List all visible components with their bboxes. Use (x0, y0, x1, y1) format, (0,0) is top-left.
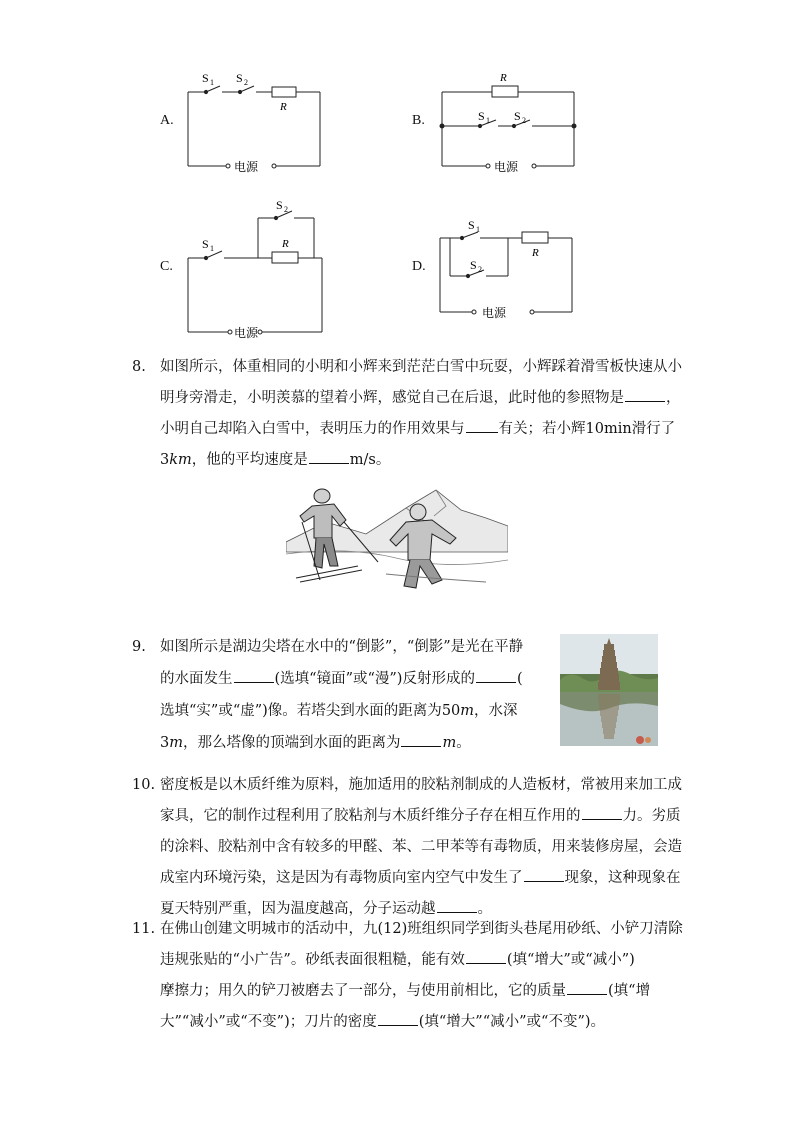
q9-text: 。 (456, 735, 471, 751)
q9-text: 的水面发生 (160, 671, 233, 687)
q11-text: 摩擦力；用久的铲刀被磨去了一部分，与使用前相比，它的质量 (160, 983, 566, 999)
q8-text: 滑行了 (631, 421, 676, 437)
answer-blank[interactable] (466, 418, 498, 433)
q10-text: 的涂料、胶粘剂中含有较多的甲醛、苯、二甲苯等有毒物质，用来装修房屋，会造 (160, 839, 682, 855)
answer-blank[interactable] (582, 805, 622, 820)
q8-line-4 (160, 445, 390, 476)
q8-text: ，他的平均速度是 (191, 452, 308, 468)
q11-line-3 (160, 976, 650, 1007)
s1-label: S (202, 71, 209, 85)
q9-text: m (442, 735, 457, 751)
question-number: 9. (132, 639, 146, 655)
answer-blank[interactable] (625, 387, 665, 402)
q9-text: (选填“镜面”或“漫”)反射形成的 (274, 671, 475, 687)
pagoda-reflection-photo (560, 634, 658, 746)
q8-text: m/s。 (349, 452, 391, 468)
answer-blank[interactable] (524, 867, 564, 882)
q8-text: 如图所示，体重相同的小明和小辉来到茫茫白雪中玩耍，小辉踩着滑雪板快速从小 (160, 359, 682, 375)
q10-line-2 (160, 801, 681, 832)
q9-text: ，那么塔像的顶端到水面的距离为 (182, 735, 401, 751)
circuit-c-diagram (180, 196, 330, 342)
s1-label: S (478, 109, 485, 123)
q8-line-1 (160, 352, 682, 383)
s1-label: S (468, 218, 475, 232)
question-11 (132, 914, 683, 1040)
option-d-label: D. (412, 259, 426, 274)
circuit-a-diagram (180, 68, 330, 176)
circuit-d-diagram (432, 214, 582, 320)
q10-text: 现象，这种现象在 (564, 870, 681, 886)
q9-line-4 (160, 728, 471, 759)
q8-text: 明身旁滑走，小明羡慕的望着小辉，感觉自己在后退，此时他的参照物是 (160, 390, 624, 406)
resistor-label: R (282, 238, 289, 250)
power-label: 电源 (234, 326, 259, 340)
q9-text: ( (516, 671, 523, 687)
q9-text: m (460, 703, 475, 719)
answer-blank[interactable] (234, 668, 274, 683)
circuit-b-diagram (434, 68, 584, 176)
q10-text: 家具，它的制作过程利用了胶粘剂与木质纤维分子存在相互作用的 (160, 808, 581, 824)
q9-text: 如图所示是湖边尖塔在水中的“倒影”，“倒影”是光在平静 (160, 639, 524, 655)
option-a-label: A. (160, 113, 174, 128)
q10-text: 夏天特别严重，因为温度越高，分子运动越 (160, 901, 436, 917)
s1-subscript: 1 (486, 116, 490, 125)
resistor-label: R (280, 101, 287, 113)
s2-subscript: 2 (478, 265, 482, 274)
q10-text: 成室内环境污染，这是因为有毒物质向室内空气中发生了 (160, 870, 523, 886)
q10-text: 力。劣质 (622, 808, 681, 824)
resistor-label: R (532, 247, 539, 259)
q9-line-3 (160, 696, 518, 727)
s2-label: S (514, 109, 521, 123)
answer-blank[interactable] (437, 898, 477, 913)
question-8 (132, 352, 682, 482)
q8-line-3 (160, 414, 675, 445)
s2-label: S (236, 71, 243, 85)
power-label: 电源 (494, 160, 519, 174)
q11-text: 在佛山创建文明城市的活动中，九(12)班组织同学到街头巷尾用砂纸、小铲刀清除 (160, 921, 683, 937)
q8-text: ， (666, 390, 681, 406)
q9-line-2 (160, 664, 523, 695)
s1-label: S (202, 237, 209, 251)
s2-label: S (470, 258, 477, 272)
s1-subscript: 1 (210, 244, 214, 253)
q11-text: (填“增 (608, 983, 651, 999)
q9-line-1 (160, 632, 523, 663)
q11-text: 大”“减小”或“不变”)；刀片的密度 (160, 1014, 377, 1030)
s2-subscript: 2 (244, 78, 248, 87)
q8-text: km (169, 452, 192, 468)
q11-text: (填“增大”或“减小”) (506, 952, 635, 968)
q8-line-2 (160, 383, 681, 414)
q8-text: 10min (585, 421, 632, 437)
q10-line-1 (160, 770, 682, 801)
q11-line-1 (160, 914, 683, 945)
q11-line-4 (160, 1007, 605, 1038)
q11-text: 违规张贴的“小广告”。砂纸表面很粗糙，能有效 (160, 952, 465, 968)
q9-text: 3 (160, 735, 170, 751)
q8-text: 有关；若小辉 (498, 421, 586, 437)
question-number: 8. (132, 359, 146, 375)
q10-text: 密度板是以木质纤维为原料，施加适用的胶粘剂制成的人造板材，常被用来加工成 (160, 777, 682, 793)
q9-text: 选填“实”或“虚”)像。若塔尖到水面的距离为 (160, 703, 442, 719)
power-label: 电源 (482, 306, 507, 320)
q10-line-3 (160, 832, 682, 863)
s2-subscript: 2 (284, 205, 288, 214)
s2-subscript: 2 (522, 116, 526, 125)
question-10 (132, 770, 682, 920)
q11-text: (填“增大”“减小”或“不变”)。 (418, 1014, 606, 1030)
q9-text: 50 (441, 703, 461, 719)
option-b-label: B. (412, 113, 425, 128)
answer-blank[interactable] (466, 949, 506, 964)
q9-text: m (169, 735, 183, 751)
skiing-illustration (286, 482, 508, 594)
answer-blank[interactable] (309, 449, 349, 464)
s1-subscript: 1 (476, 225, 480, 234)
answer-blank[interactable] (567, 980, 607, 995)
q8-text: 小明自己却陷入白雪中，表明压力的作用效果与 (160, 421, 465, 437)
q8-text: 3 (160, 452, 170, 468)
power-label: 电源 (234, 160, 259, 174)
q10-line-4 (160, 863, 681, 894)
s2-label: S (276, 198, 283, 212)
q11-line-2 (160, 945, 635, 976)
answer-blank[interactable] (401, 732, 441, 747)
s1-subscript: 1 (210, 78, 214, 87)
resistor-label: R (500, 72, 507, 84)
answer-blank[interactable] (476, 668, 516, 683)
question-number: 10. (132, 777, 156, 793)
q9-text: ，水深 (474, 703, 518, 719)
q10-text: 。 (477, 901, 492, 917)
answer-blank[interactable] (378, 1011, 418, 1026)
question-number: 11. (132, 921, 156, 937)
option-c-label: C. (160, 259, 173, 274)
